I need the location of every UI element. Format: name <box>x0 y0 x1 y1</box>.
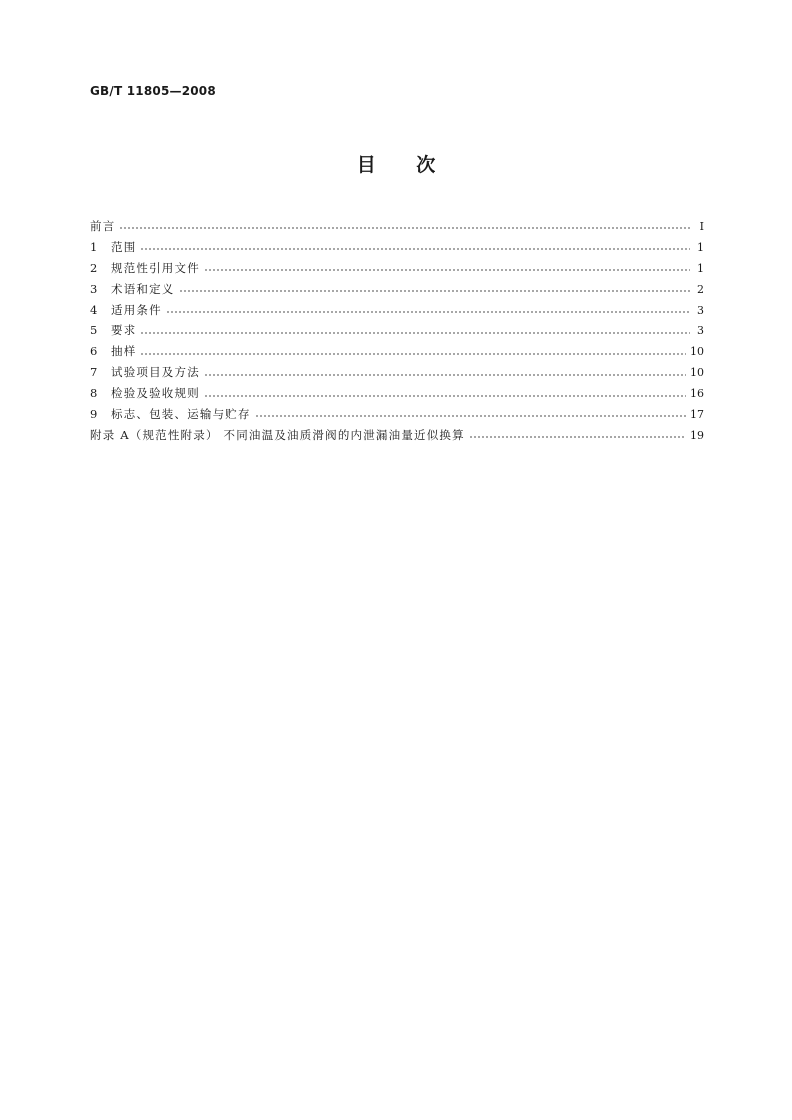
table-of-contents <box>90 216 704 446</box>
toc-leader-dots <box>204 265 690 275</box>
toc-entry-page: 1 <box>697 240 704 254</box>
toc-entry-label: 术语和定义 <box>111 281 175 296</box>
toc-entry-foreword[interactable] <box>90 216 704 237</box>
toc-entry-page: 17 <box>690 408 704 422</box>
page-title: 目 次 <box>356 154 436 176</box>
toc-entry-label: 标志、包装、运输与贮存 <box>111 407 251 422</box>
standard-code: GB/T 11805—2008 <box>90 84 216 98</box>
toc-entry-number: 3 <box>90 281 98 296</box>
toc-entry-inspection-rules[interactable] <box>90 383 704 404</box>
toc-entry-page: 3 <box>697 303 704 317</box>
toc-leader-dots <box>204 370 686 380</box>
toc-entry-conditions[interactable] <box>90 300 704 321</box>
toc-entry-marking-packaging[interactable] <box>90 404 704 425</box>
toc-entry-number: 4 <box>90 302 98 317</box>
toc-leader-dots <box>255 411 686 421</box>
toc-entry-page: 16 <box>690 387 704 401</box>
toc-leader-dots <box>469 432 686 442</box>
toc-leader-dots <box>119 223 690 233</box>
toc-entry-requirements[interactable] <box>90 320 704 341</box>
toc-entry-page: 10 <box>690 366 704 380</box>
toc-leader-dots <box>204 391 686 401</box>
toc-entry-label: 适用条件 <box>111 302 162 317</box>
toc-entry-page: I <box>699 220 704 233</box>
toc-entry-scope[interactable] <box>90 237 704 258</box>
toc-entry-number: 7 <box>90 365 98 380</box>
toc-entry-annex-a[interactable] <box>90 425 704 446</box>
toc-entry-label: 要求 <box>111 323 137 338</box>
toc-entry-terms-definitions[interactable] <box>90 279 704 300</box>
toc-entry-number: 5 <box>90 323 98 338</box>
toc-entry-number: 8 <box>90 386 98 401</box>
toc-entry-label: 附录 A（规范性附录） 不同油温及油质滑阀的内泄漏油量近似换算 <box>90 427 465 442</box>
toc-leader-dots <box>140 349 686 359</box>
toc-leader-dots <box>179 286 691 296</box>
toc-entry-page: 19 <box>690 428 704 442</box>
toc-entry-label: 范围 <box>111 239 137 254</box>
toc-entry-number: 9 <box>90 407 98 422</box>
toc-entry-label: 检验及验收规则 <box>111 386 200 401</box>
toc-entry-label: 试验项目及方法 <box>111 365 200 380</box>
toc-entry-test-methods[interactable] <box>90 362 704 383</box>
toc-entry-page: 1 <box>697 261 704 275</box>
toc-entry-page: 10 <box>690 345 704 359</box>
toc-entry-number: 6 <box>90 344 98 359</box>
toc-leader-dots <box>140 328 690 338</box>
toc-entry-label: 抽样 <box>111 344 137 359</box>
toc-entry-normative-references[interactable] <box>90 258 704 279</box>
toc-entry-sampling[interactable] <box>90 341 704 362</box>
toc-entry-number: 2 <box>90 260 98 275</box>
toc-entry-page: 3 <box>697 324 704 338</box>
toc-leader-dots <box>166 307 690 317</box>
toc-entry-label: 前言 <box>90 219 116 233</box>
toc-entry-page: 2 <box>697 282 704 296</box>
toc-leader-dots <box>140 244 690 254</box>
toc-entry-number: 1 <box>90 239 98 254</box>
toc-entry-label: 规范性引用文件 <box>111 260 200 275</box>
